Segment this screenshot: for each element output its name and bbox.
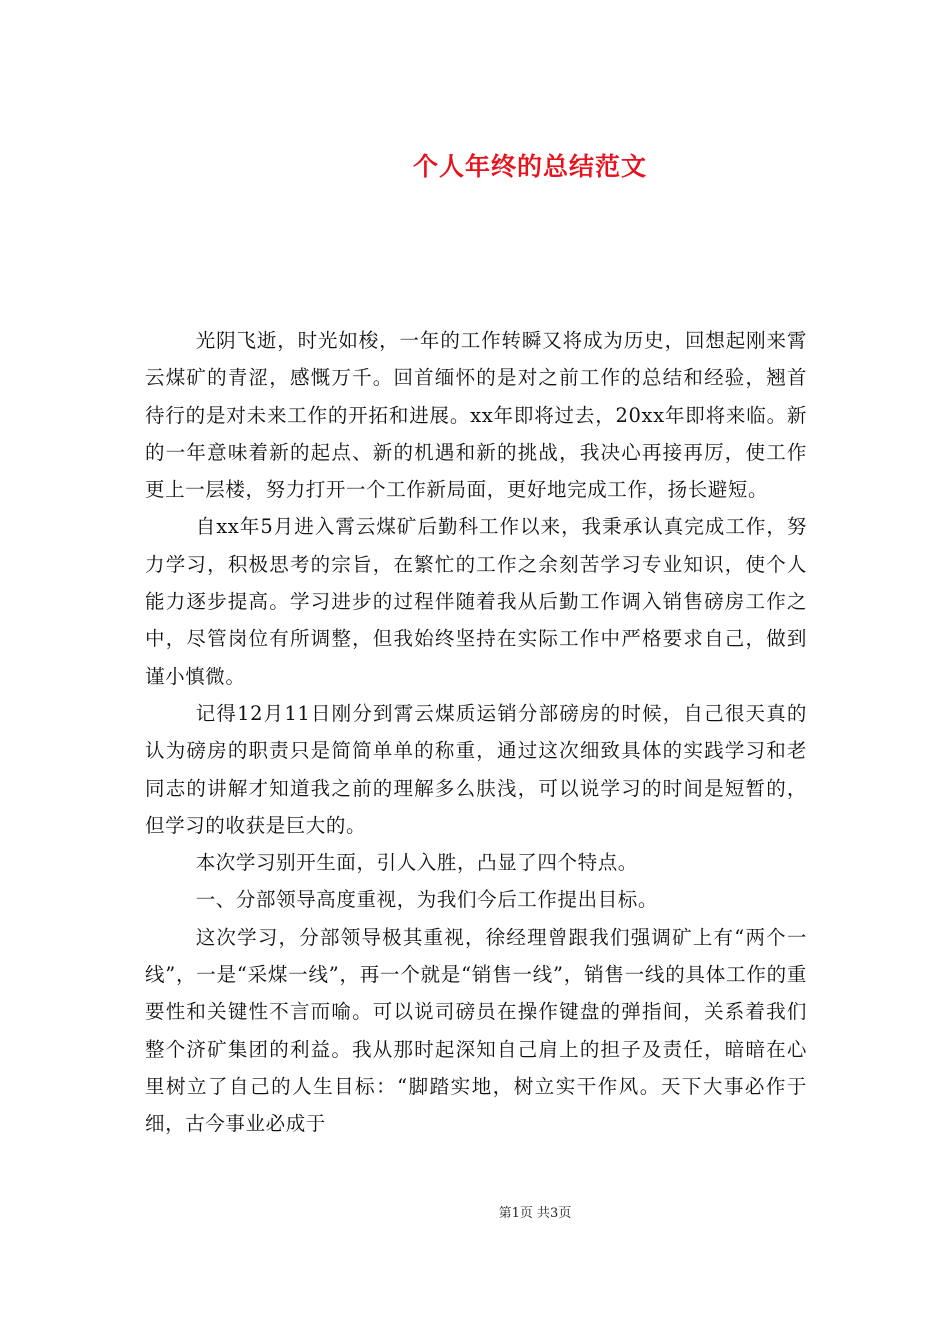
paragraph-4: 本次学习别开生面，引人入胜，凸显了四个特点。 xyxy=(195,851,638,875)
paragraph-5: 一、分部领导高度重视，为我们今后工作提出目标。 xyxy=(195,888,658,912)
page-number-footer: 第1页 共3页 xyxy=(498,1206,572,1221)
paragraph-3: 记得12月11日刚分到霄云煤质运销分部磅房的时候，自己很天真的认为磅房的职责只是简简单单的称重，通过这次细致具体的实践学习和老同志的讲解才知道我之前的理解多么肤浅，可以说学习的时间是短暂的，但学习的收获是巨大的。 xyxy=(145,701,807,837)
document-body xyxy=(145,322,807,1143)
paragraph-2: 自xx年5月进入霄云煤矿后勤科工作以来，我秉承认真完成工作，努力学习，积极思考的宗旨，在繁忙的工作之余刻苦学习专业知识，使个人能力逐步提高。学习进步的过程伴随着我从后勤工作调入销售磅房工作之中，尽管岗位有所调整，但我始终坚持在实际工作中严格要求自己，做到谨小慎微。 xyxy=(145,515,807,688)
paragraph-6: 这次学习，分部领导极其重视，徐经理曾跟我们强调矿上有“两个一线”，一是“采煤一线”，再一个就是“销售一线”，销售一线的具体工作的重要性和关键性不言而喻。可以说司磅员在操作键盘的弹指间，关系着我们整个济矿集团的利益。我从那时起深知自己肩上的担子及责任，暗暗在心里树立了自己的人生目标：“脚踏实地，树立实干作风。天下大事必作于细，古今事业必成于 xyxy=(145,925,807,1136)
document-title: 个人年终的总结范文 xyxy=(412,151,647,181)
paragraph-1: 光阴飞逝，时光如梭，一年的工作转瞬又将成为历史，回想起刚来霄云煤矿的青涩，感慨万千。回首缅怀的是对之前工作的总结和经验，翘首待行的是对未来工作的开拓和进展。xx年即将过去，20xx年即将来临。新的一年意味着新的起点、新的机遇和新的挑战，我决心再接再厉，使工作更上一层楼，努力打开一个工作新局面，更好地完成工作，扬长避短。 xyxy=(145,329,807,502)
